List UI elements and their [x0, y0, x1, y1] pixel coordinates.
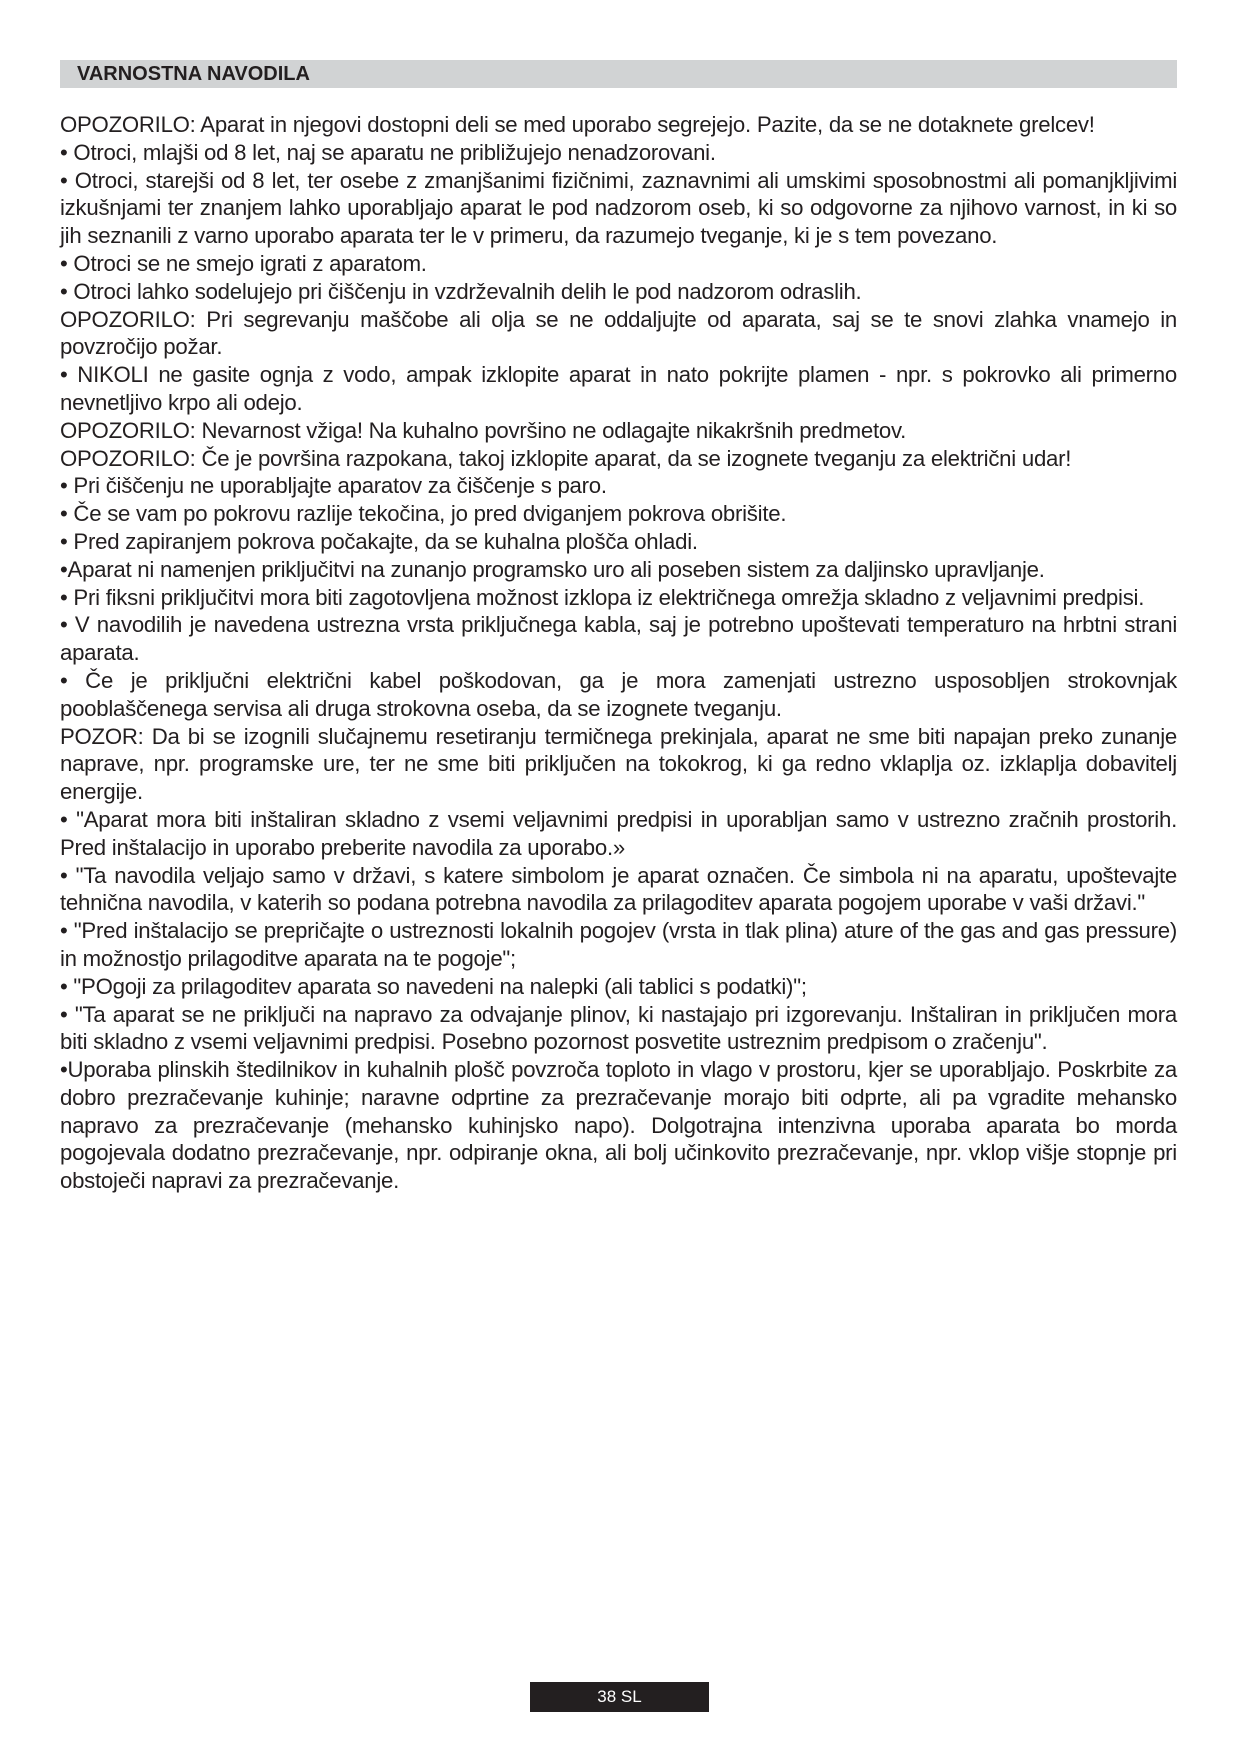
paragraph-children-play: • Otroci se ne smejo igrati z aparatom. [60, 250, 427, 276]
paragraph-external-timer: •Aparat ni namenjen priključitvi na zunanjo programsko uro ali poseben sistem za daljinsko upravljanje. [60, 556, 1045, 582]
paragraph-installation-regulations: • "Aparat mora biti inštaliran skladno z vsemi veljavnimi predpisi in uporabljan samo v ustrezno zračnih prostorih. Pred inštalacijo in uporabo preberite navodila za uporabo.» [60, 806, 1177, 860]
paragraph-fixed-connection: • Pri fiksni priključitvi mora biti zagotovljena možnost izklopa iz električnega omrežja skladno z veljavnimi predpisi. [60, 584, 1145, 610]
paragraph-children-cleaning: • Otroci lahko sodelujejo pri čiščenju in vzdrževalnih delih le pod nadzorom odraslih. [60, 278, 862, 304]
paragraph-warning-fat-oil: OPOZORILO: Pri segrevanju maščobe ali olja se ne oddaljujte od aparata, saj se te snovi zlahka vnamejo in povzročijo požar. [60, 306, 1177, 360]
section-header: VARNOSTNA NAVODILA [60, 60, 1177, 88]
paragraph-children-under-8: • Otroci, mlajši od 8 let, naj se aparatu ne približujejo nenadzorovani. [60, 139, 716, 165]
paragraph-country-instructions: • "Ta navodila veljajo samo v državi, s katere simbolom je aparat označen. Če simbola ni na aparatu, upoštevajte tehnična navodila, v katerih so podana potrebna navodila za prilagoditev aparata pogojem uporabe v vaši državi." [60, 862, 1177, 916]
safety-instructions-body [60, 111, 1177, 1195]
paragraph-gas-exhaust: • "Ta aparat se ne priključi na napravo za odvajanje plinov, ki nastajajo pri izgorevanju. Inštaliran in priključen mora biti skladno z vsemi veljavnimi predpisi. Posebno pozornost posvetite ustreznim predpisom o zračenju". [60, 1001, 1177, 1055]
paragraph-warning-fire-risk: OPOZORILO: Nevarnost vžiga! Na kuhalno površino ne odlagajte nikakršnih predmetov. [60, 417, 907, 443]
paragraph-ventilation: •Uporaba plinskih štedilnikov in kuhalnih plošč povzroča toploto in vlago v prostoru, kjer se uporabljajo. Poskrbite za dobro prezračevanje kuhinje; naravne odprtine za prezračevanje morajo biti odprte, ali pa vgradite mehansko napravo za prezračevanje (mehansko kuhinjsko napo). Dolgotrajna intenzivna uporaba aparata bo morda pogojevala dodatno prezračevanje, npr. odpiranje okna, ali bolj učinkovito prezračevanje, npr. vklop višje stopnje pri obstoječi napravi za prezračevanje. [60, 1057, 1177, 1194]
page-number: 38 SL [530, 1682, 709, 1712]
paragraph-warning-hot-parts: OPOZORILO: Aparat in njegovi dostopni deli se med uporabo segrejejo. Pazite, da se ne dotaknete grelcev! [60, 112, 1095, 137]
paragraph-lid-spill: • Če se vam po pokrovu razlije tekočina, jo pred dviganjem pokrova obrišite. [60, 501, 787, 527]
paragraph-lid-cool: • Pred zapiranjem pokrova počakajte, da se kuhalna plošča ohladi. [60, 528, 698, 554]
paragraph-children-over-8: • Otroci, starejši od 8 let, ter osebe z zmanjšanimi fizičnimi, zaznavnimi ali umskimi sposobnostmi ali pomanjkljivimi izkušnjami ter znanjem lahko uporabljajo aparat le pod nadzorom oseb, ki so odgovorne za njihovo varnost, in ki so jih seznanili z varno uporabo aparata ter le v primeru, da razumejo tveganje, ki je s tem povezano. [60, 167, 1177, 249]
paragraph-adjustment-conditions: • "POgoji za prilagoditev aparata so navedeni na nalepki (ali tablici s podatki)"; [60, 973, 807, 999]
paragraph-local-conditions: • "Pred inštalacijo se prepričajte o ustreznosti lokalnih pogojev (vrsta in tlak plina) ature of the gas and gas pressure) in možnostjo prilagoditve aparata na te pogoje"; [60, 918, 1177, 971]
paragraph-caution-thermal-cutout: POZOR: Da bi se izognili slučajnemu resetiranju termičnega prekinjala, aparat ne sme biti napajan preko zunanje naprave, npr. programske ure, ter ne sme biti priključen na tokokrog, ki ga redno vklaplja oz. izklaplja dobavitelj energije. [60, 723, 1177, 805]
paragraph-warning-cracked-surface: OPOZORILO: Če je površina razpokana, takoj izklopite aparat, da se izognete tveganju za električni udar! [60, 445, 1072, 471]
paragraph-cable-type: • V navodilih je navedena ustrezna vrsta priključnega kabla, saj je potrebno upoštevati temperaturo na hrbtni strani aparata. [60, 612, 1177, 666]
paragraph-damaged-cable: • Če je priključni električni kabel poškodovan, ga je mora zamenjati ustrezno usposobljen strokovnjak pooblaščenega servisa ali druga strokovna oseba, da se izognete tveganju. [60, 667, 1177, 721]
paragraph-never-water: • NIKOLI ne gasite ognja z vodo, ampak izklopite aparat in nato pokrijte plamen - npr. s pokrovko ali primerno nevnetljivo krpo ali odejo. [60, 362, 1177, 415]
paragraph-steam-cleaning: • Pri čiščenju ne uporabljajte aparatov za čiščenje s paro. [60, 473, 607, 499]
